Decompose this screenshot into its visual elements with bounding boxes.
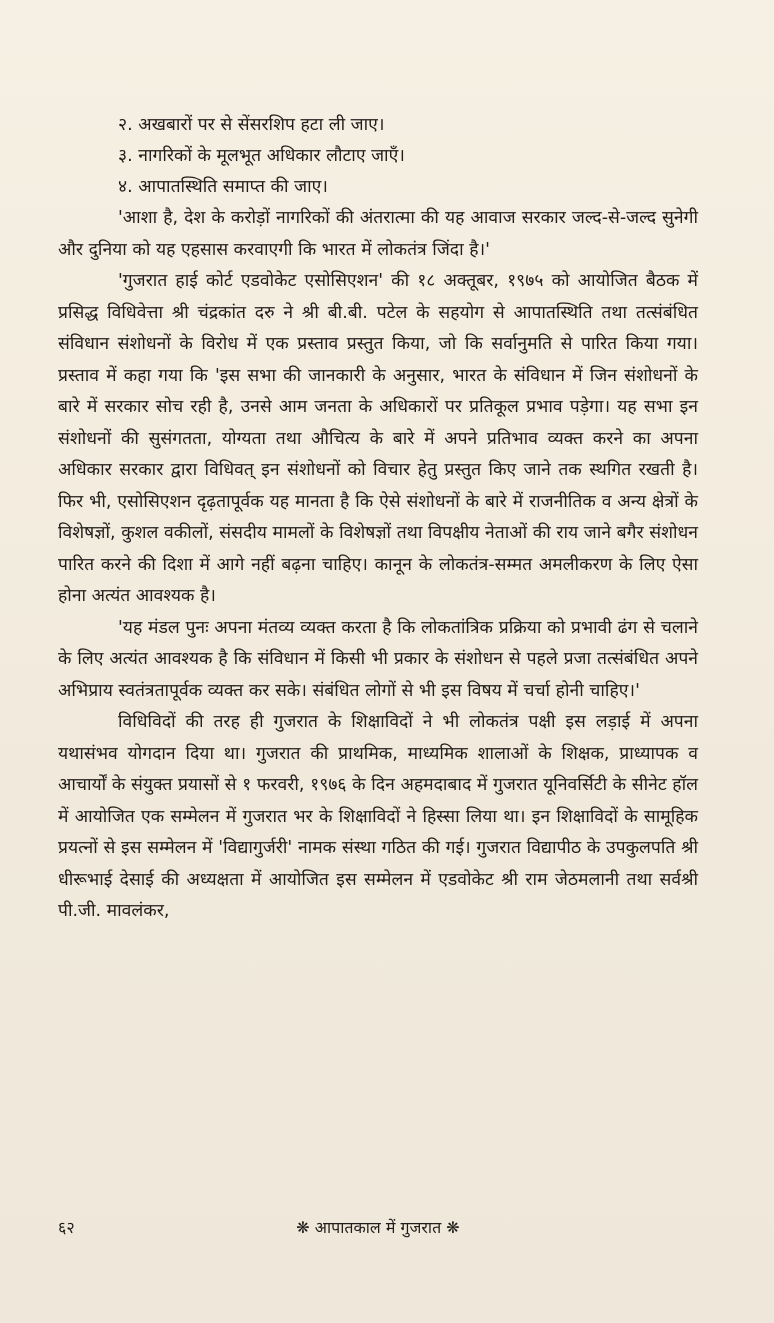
running-title: ❋ आपातकाल में गुजरात ❋ [296,1218,460,1237]
list-item: २. अखबारों पर से सेंसरशिप हटा ली जाए। [118,115,385,135]
paragraph-board-opinion: 'यह मंडल पुनः अपना मंतव्य व्यक्त करता है कि लोकतांत्रिक प्रक्रिया को प्रभावी ढंग से चलाने के लिए अत्यंत आवश्यक है कि संविधान में किसी भी प्रकार के संशोधन से पहले प्रजा तत्संबंधित अपने अभिप्राय स्वतंत्रतापूर्वक व्यक्त कर सके। संबंधित लोगों से भी इस विषय में चर्चा होनी चाहिए।' [58,617,698,701]
page-number: ६२ [58,1218,75,1237]
paragraph-high-court-resolution: 'गुजरात हाई कोर्ट एडवोकेट एसोसिएशन' की १८ अक्तूबर, १९७५ को आयोजित बैठक में प्रसिद्ध विधिवेत्ता श्री चंद्रकांत दरु ने श्री बी.बी. पटेल के सहयोग से आपातस्थिति तथा तत्संबंधित संविधान संशोधनों के विरोध में एक प्रस्ताव प्रस्तुत किया, जो कि सर्वानुमति से पारित किया गया। प्रस्ताव में कहा गया कि 'इस सभा की जानकारी के अनुसार, भारत के संविधान में जिन संशोधनों के बारे में सरकार सोच रही है, उनसे आम जनता के अधिकारों पर प्रतिकूल प्रभाव पड़ेगा। यह सभा इन संशोधनों की सुसंगतता, योग्यता तथा औचित्य के बारे में अपने प्रतिभाव व्यक्त करने का अपना अधिकार सरकार द्वारा विधिवत् इन संशोधनों को विचार हेतु प्रस्तुत किए जाने तक स्थगित रखती है। फिर भी, एसोसिएशन दृढ़तापूर्वक यह मानता है कि ऐसे संशोधनों के बारे में राजनीतिक व अन्य क्षेत्रों के विशेषज्ञों, कुशल वकीलों, संसदीय मामलों के विशेषज्ञों तथा विपक्षीय नेताओं की राय जाने बगैर संशोधन पारित करने की दिशा में आगे नहीं बढ़ना चाहिए। कानून के लोकतंत्र-सम्मत अमलीकरण के लिए ऐसा होना अत्यंत आवश्यक है। [58,271,698,606]
list-item: ४. आपातस्थिति समाप्त की जाए। [118,177,328,197]
paragraph-educationists: विधिविदों की तरह ही गुजरात के शिक्षाविदों ने भी लोकतंत्र पक्षी इस लड़ाई में अपना यथासंभव योगदान दिया था। गुजरात की प्राथमिक, माध्यमिक शालाओं के शिक्षक, प्राध्यापक व आचार्यों के संयुक्त प्रयासों से १ फरवरी, १९७६ के दिन अहमदाबाद में गुजरात यूनिवर्सिटी के सीनेट हॉल में आयोजित एक सम्मेलन में गुजरात भर के शिक्षाविदों ने हिस्सा लिया था। इन शिक्षाविदों के सामूहिक प्रयत्नों से इस सम्मेलन में 'विद्यागुर्जरी' नामक संस्था गठित की गई। गुजरात विद्यापीठ के उपकुलपति श्री धीरूभाई देसाई की अध्यक्षता में आयोजित इस सम्मेलन में एडवोकेट श्री राम जेठमलानी तथा सर्वश्री पी.जी. मावलंकर, [58,712,698,921]
page-footer [58,1216,698,1240]
body-text [58,110,698,928]
paragraph-hope: 'आशा है, देश के करोड़ों नागरिकों की अंतरात्मा की यह आवाज सरकार जल्द-से-जल्द सुनेगी और दुनिया को यह एहसास करवाएगी कि भारत में लोकतंत्र जिंदा है।' [58,208,698,260]
list-item: ३. नागरिकों के मूलभूत अधिकार लौटाए जाएँ। [118,146,405,166]
